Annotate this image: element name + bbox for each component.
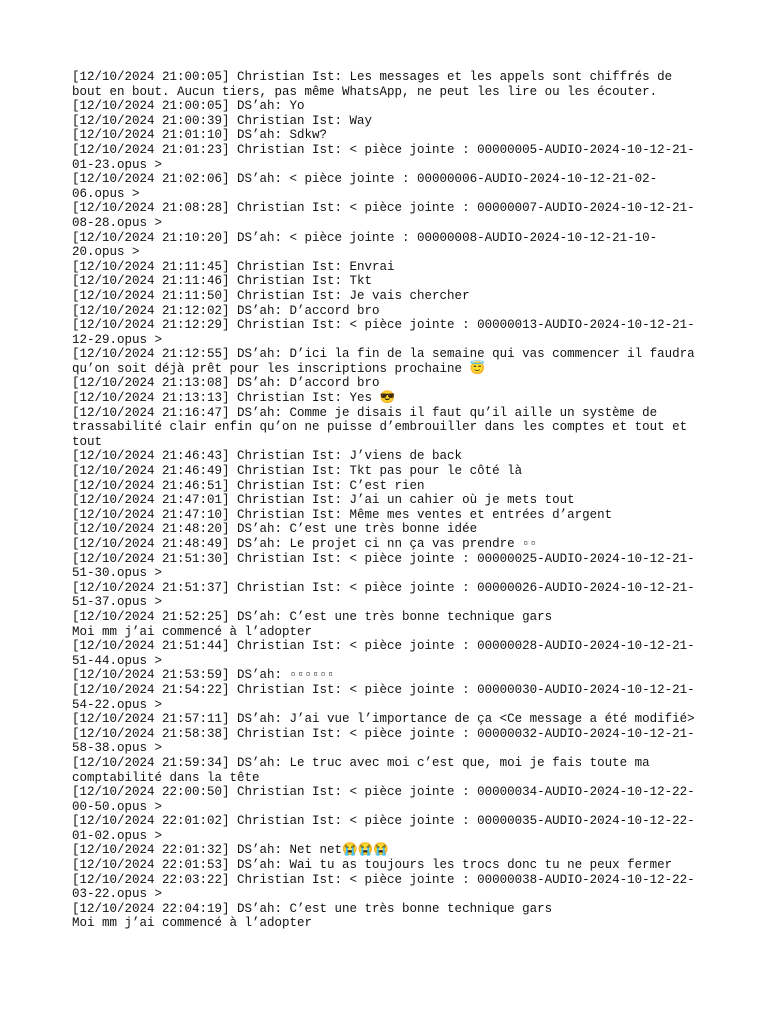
log-line: [12/10/2024 21:12:29] Christian Ist: < pièce jointe : 00000013-AUDIO-2024-10-12-21- [72, 318, 695, 333]
log-line: [12/10/2024 21:48:49] DS’ah: Le projet ci nn ça vas prendre ▫▫ [72, 537, 538, 551]
log-line: [12/10/2024 22:01:32] DS’ah: Net net😭😭😭 [72, 843, 389, 858]
log-line: 58-38.opus > [72, 741, 163, 756]
log-line: [12/10/2024 21:51:37] Christian Ist: < pièce jointe : 00000026-AUDIO-2024-10-12-21- [72, 580, 695, 595]
log-line: 08-28.opus > [72, 215, 163, 230]
log-line: 03-22.opus > [72, 887, 163, 902]
log-line: tout [72, 434, 103, 449]
log-line: [12/10/2024 21:52:25] DS’ah: C’est une très bonne technique gars [72, 609, 553, 624]
log-line: [12/10/2024 21:46:43] Christian Ist: J’viens de back [72, 449, 463, 464]
log-line: [12/10/2024 21:13:13] Christian Ist: Yes 😎 [72, 391, 396, 406]
log-line: [12/10/2024 21:57:11] DS’ah: J’ai vue l’importance de ça <Ce message a été modifié> [72, 712, 695, 727]
log-line: [12/10/2024 22:01:02] Christian Ist: < pièce jointe : 00000035-AUDIO-2024-10-12-22- [72, 814, 695, 829]
log-line: [12/10/2024 21:51:44] Christian Ist: < pièce jointe : 00000028-AUDIO-2024-10-12-21- [72, 639, 695, 654]
log-line: [12/10/2024 22:00:50] Christian Ist: < pièce jointe : 00000034-AUDIO-2024-10-12-22- [72, 785, 695, 800]
log-line: [12/10/2024 21:16:47] DS’ah: Comme je disais il faut qu’il aille un système de [72, 405, 658, 420]
log-line: [12/10/2024 21:48:20] DS’ah: C’est une très bonne idée [72, 522, 478, 537]
log-line: [12/10/2024 21:51:30] Christian Ist: < pièce jointe : 00000025-AUDIO-2024-10-12-21- [72, 551, 695, 566]
log-line: [12/10/2024 21:11:50] Christian Ist: Je vais chercher [72, 288, 470, 303]
log-line: [12/10/2024 21:00:05] DS’ah: Yo [72, 99, 305, 114]
log-line: [12/10/2024 22:03:22] Christian Ist: < pièce jointe : 00000038-AUDIO-2024-10-12-22- [72, 872, 695, 887]
log-line: 20.opus > [72, 245, 140, 260]
log-line: 06.opus > [72, 186, 140, 201]
log-line: 54-22.opus > [72, 697, 163, 712]
log-line: comptabilité dans la tête [72, 770, 260, 785]
log-line: [12/10/2024 21:47:01] Christian Ist: J’ai un cahier où je mets tout [72, 493, 575, 508]
log-line: [12/10/2024 21:53:59] DS’ah: ▫▫▫▫▫▫ [72, 668, 335, 683]
log-line: [12/10/2024 21:58:38] Christian Ist: < pièce jointe : 00000032-AUDIO-2024-10-12-21- [72, 726, 695, 741]
log-line: 51-37.opus > [72, 595, 163, 610]
log-line: [12/10/2024 21:12:02] DS’ah: D’accord bro [72, 303, 380, 318]
log-line: bout en bout. Aucun tiers, pas même WhatsApp, ne peut les lire ou les écouter. [72, 84, 658, 99]
log-line: [12/10/2024 21:47:10] Christian Ist: Même mes ventes et entrées d’argent [72, 507, 613, 522]
log-line: 01-23.opus > [72, 157, 163, 172]
log-line: [12/10/2024 21:13:08] DS’ah: D’accord bro [72, 376, 380, 391]
log-line: 01-02.opus > [72, 828, 163, 843]
log-line: Moi mm j’ai commencé à l’adopter [72, 916, 313, 931]
log-line: [12/10/2024 21:02:06] DS’ah: < pièce jointe : 00000006-AUDIO-2024-10-12-21-02- [72, 172, 658, 187]
log-line: [12/10/2024 21:01:10] DS’ah: Sdkw? [72, 128, 328, 143]
log-line: 51-30.opus > [72, 566, 163, 581]
log-line: [12/10/2024 21:46:49] Christian Ist: Tkt pas pour le côté là [72, 464, 523, 479]
log-line: [12/10/2024 21:46:51] Christian Ist: C’est rien [72, 478, 425, 493]
log-line: Moi mm j’ai commencé à l’adopter [72, 624, 313, 639]
log-line: [12/10/2024 21:59:34] DS’ah: Le truc avec moi c’est que, moi je fais toute ma [72, 755, 650, 770]
chat-log [72, 70, 702, 931]
log-line: [12/10/2024 21:54:22] Christian Ist: < pièce jointe : 00000030-AUDIO-2024-10-12-21- [72, 682, 695, 697]
log-line: [12/10/2024 21:00:05] Christian Ist: Les messages et les appels sont chiffrés de [72, 70, 673, 84]
log-line: [12/10/2024 21:10:20] DS’ah: < pièce jointe : 00000008-AUDIO-2024-10-12-21-10- [72, 230, 658, 245]
log-line: [12/10/2024 22:01:53] DS’ah: Wai tu as toujours les trocs donc tu ne peux fermer [72, 858, 673, 873]
log-line: [12/10/2024 21:00:39] Christian Ist: Way [72, 113, 373, 128]
log-line: [12/10/2024 21:11:45] Christian Ist: Envrai [72, 259, 395, 274]
log-line: trassabilité clair enfin qu’on ne puisse d’embrouiller dans les comptes et tout et [72, 420, 688, 435]
log-line: qu’on soit déjà prêt pour les inscriptions prochaine 😇 [72, 361, 486, 376]
log-line: [12/10/2024 22:04:19] DS’ah: C’est une très bonne technique gars [72, 901, 553, 916]
log-line: 51-44.opus > [72, 653, 163, 668]
log-line: [12/10/2024 21:11:46] Christian Ist: Tkt [72, 274, 373, 289]
log-line: [12/10/2024 21:01:23] Christian Ist: < pièce jointe : 00000005-AUDIO-2024-10-12-21- [72, 142, 695, 157]
log-line: 00-50.opus > [72, 799, 163, 814]
log-line: 12-29.opus > [72, 332, 163, 347]
log-line: [12/10/2024 21:08:28] Christian Ist: < pièce jointe : 00000007-AUDIO-2024-10-12-21- [72, 201, 695, 216]
log-line: [12/10/2024 21:12:55] DS’ah: D’ici la fin de la semaine qui vas commencer il faudra [72, 347, 695, 362]
